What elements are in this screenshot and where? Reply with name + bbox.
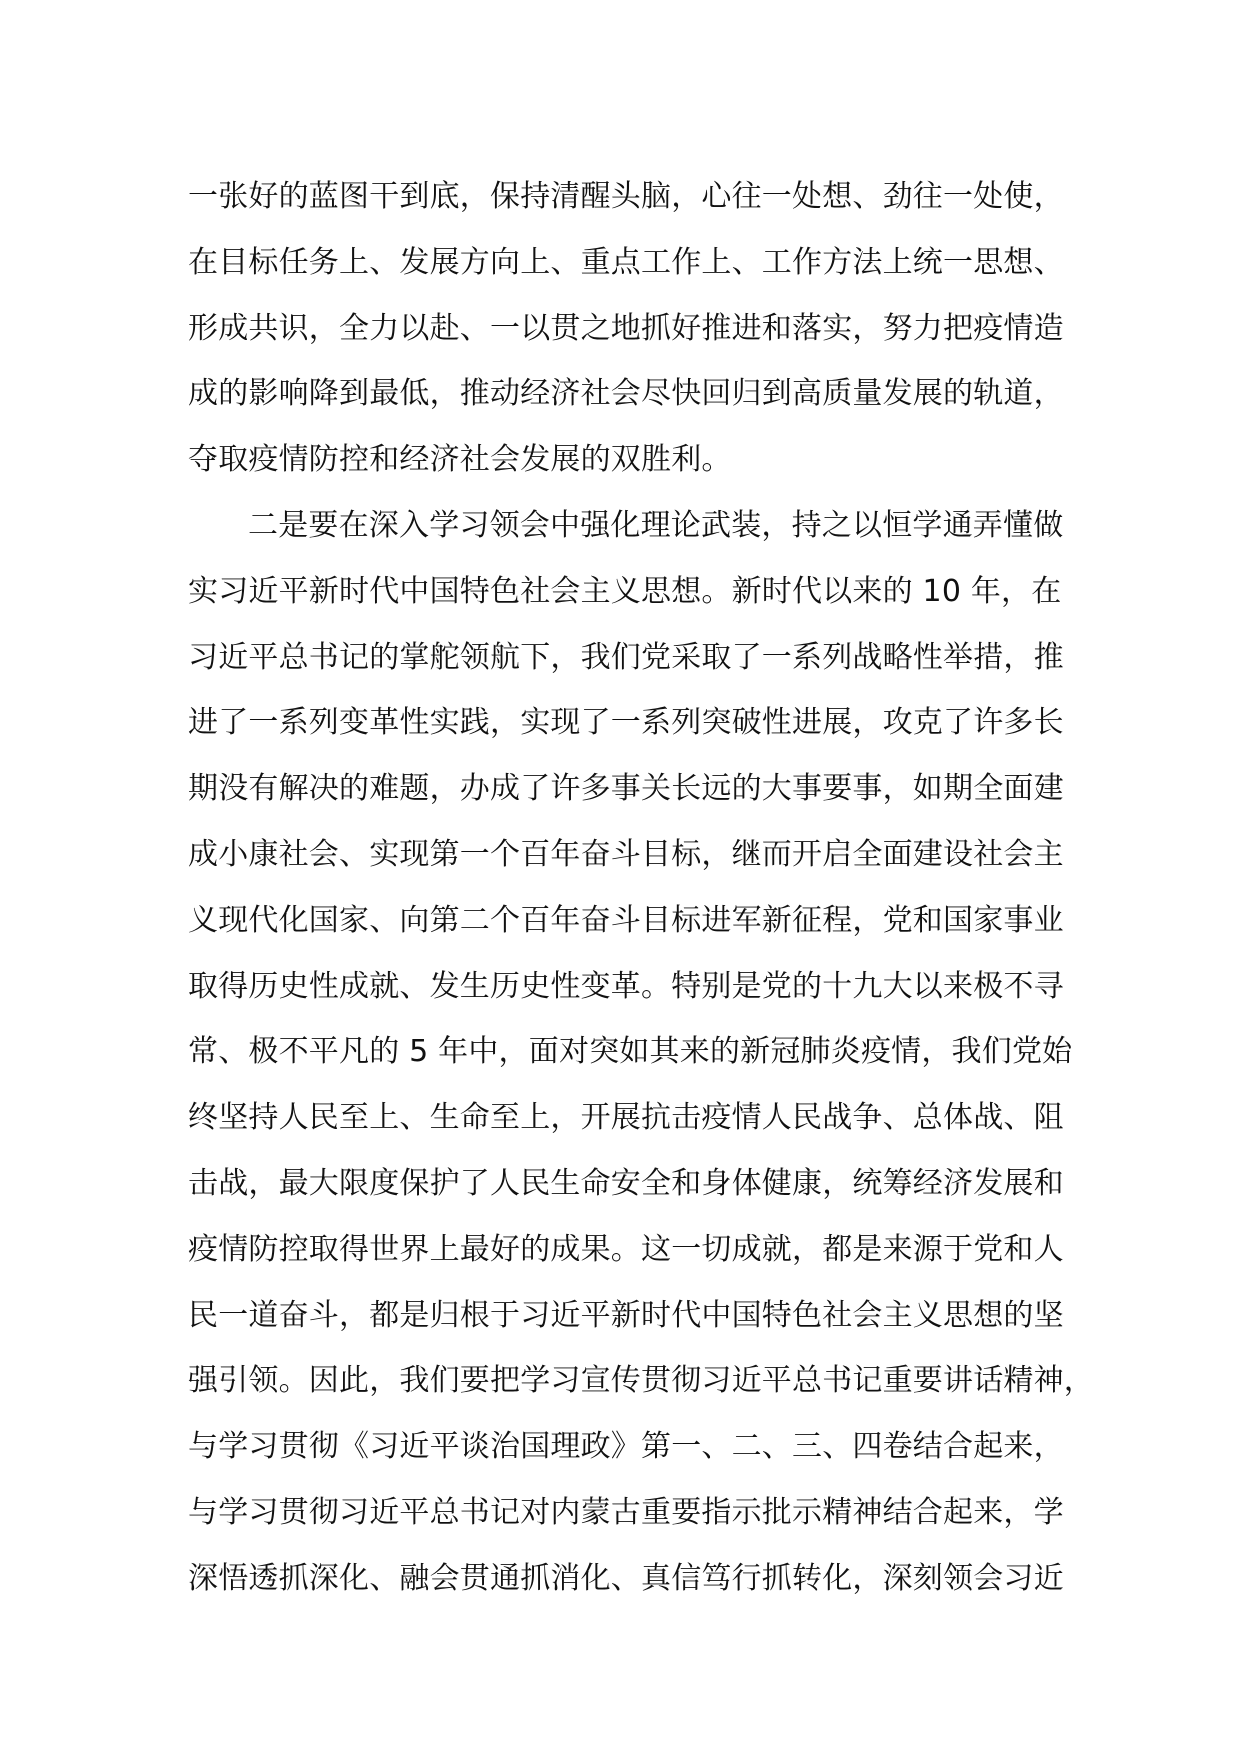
text-line-13: 取得历史性成就、发生历史性变革。特别是党的十九大以来极不寻 <box>188 968 1064 1004</box>
text-line-14: 常、极不平凡的 5 年中，面对突如其来的新冠肺炎疫情，我们党始 <box>188 1034 1073 1070</box>
text-line-15: 终坚持人民至上、生命至上，开展抗击疫情人民战争、总体战、阻 <box>188 1100 1064 1136</box>
text-line-22: 深悟透抓深化、融会贯通抓消化、真信笃行抓转化，深刻领会习近 <box>188 1560 1064 1596</box>
text-line-8: 习近平总书记的掌舵领航下，我们党采取了一系列战略性举措，推 <box>188 639 1064 675</box>
paragraph-start-line: 二是要在深入学习领会中强化理论武装，持之以恒学通弄懂做 <box>248 507 1064 543</box>
text-line-21: 与学习贯彻习近平总书记对内蒙古重要指示批示精神结合起来，学 <box>188 1494 1064 1530</box>
text-line-12: 义现代化国家、向第二个百年奋斗目标进军新征程，党和国家事业 <box>188 902 1064 938</box>
text-line-20: 与学习贯彻《习近平谈治国理政》第一、二、三、四卷结合起来， <box>188 1429 1064 1465</box>
document-body <box>188 164 1094 1612</box>
text-line-1: 一张好的蓝图干到底，保持清醒头脑，心往一处想、劲往一处使， <box>188 179 1064 214</box>
text-line-17: 疫情防控取得世界上最好的成果。这一切成就，都是来源于党和人 <box>188 1231 1064 1267</box>
text-line-10: 期没有解决的难题，办成了许多事关长远的大事要事，如期全面建 <box>188 771 1064 807</box>
text-line-2: 在目标任务上、发展方向上、重点工作上、工作方法上统一思想、 <box>188 244 1064 280</box>
text-line-9: 进了一系列变革性实践，实现了一系列突破性进展，攻克了许多长 <box>188 705 1064 741</box>
text-line-3: 形成共识，全力以赴、一以贯之地抓好推进和落实，努力把疫情造 <box>188 310 1064 346</box>
text-line-4: 成的影响降到最低，推动经济社会尽快回归到高质量发展的轨道， <box>188 376 1064 412</box>
text-line-18: 民一道奋斗，都是归根于习近平新时代中国特色社会主义思想的坚 <box>188 1297 1064 1333</box>
text-line-5: 夺取疫情防控和经济社会发展的双胜利。 <box>188 442 732 478</box>
text-line-7: 实习近平新时代中国特色社会主义思想。新时代以来的 10 年，在 <box>188 573 1062 609</box>
text-line-19: 强引领。因此，我们要把学习宣传贯彻习近平总书记重要讲话精神， <box>188 1363 1094 1399</box>
text-line-11: 成小康社会、实现第一个百年奋斗目标，继而开启全面建设社会主 <box>188 836 1064 872</box>
text-line-16: 击战，最大限度保护了人民生命安全和身体健康，统筹经济发展和 <box>188 1165 1064 1201</box>
